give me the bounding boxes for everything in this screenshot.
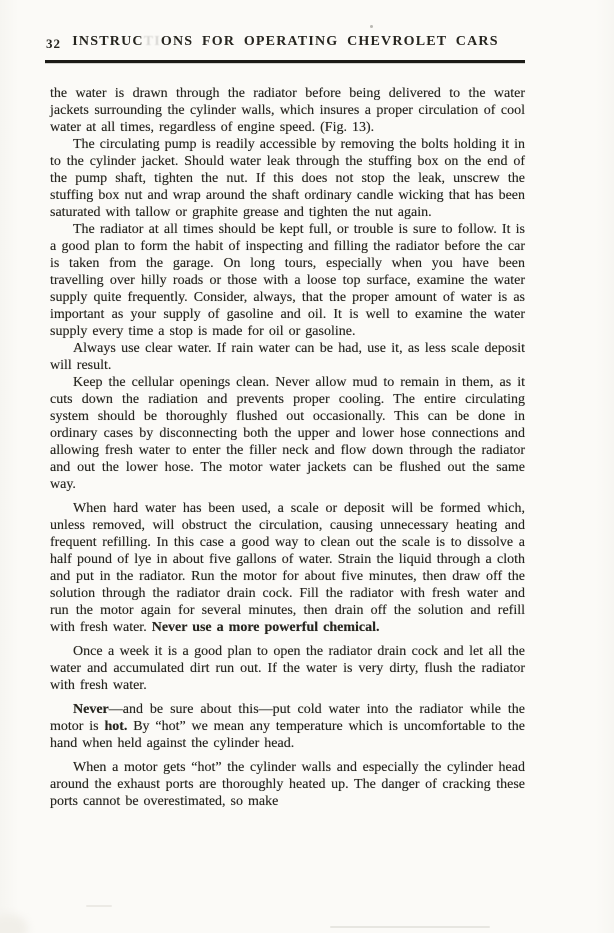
page-body [50, 85, 525, 810]
paragraph [50, 643, 525, 694]
text-run: By “hot” we mean any temperature which is uncomfortable to the hand when held against the cylinder head. [50, 719, 525, 751]
paragraph [50, 759, 525, 810]
paragraph [50, 340, 525, 374]
page-header [46, 0, 525, 56]
text-run: the water is drawn through the radiator before being delivered to the water jackets surrounding the cylinder walls, which insures a proper circulation of cool water at all times, regardless of engine speed. (Fig. 13). [50, 86, 525, 135]
paragraph [50, 374, 525, 493]
text-run: —and be sure about this—put cold water into the radiator while the motor is [50, 702, 525, 734]
text-run: The radiator at all times should be kept full, or trouble is sure to follow. It is a good plan to form the habit of inspecting and filling the radiator before the car is taken from the garage. On long tours, especially when you have been travelling over hilly roads or those with a loose top surface, examine the water supply quite frequently. Consider, always, that the proper amount of water is as important as your supply of gasoline and oil. It is well to examine the water supply every time a stop is made for oil or gasoline. [50, 222, 525, 339]
text-run: hot. [104, 719, 128, 734]
scan-artifact-smudge [330, 926, 490, 928]
paragraph [50, 701, 525, 752]
running-title-part1: INSTRUC [72, 34, 144, 49]
text-run: Once a week it is a good plan to open the radiator drain cock and let all the water and accumulated dirt run out. If the water is very dirty, flush the radiator with fresh water. [50, 644, 525, 693]
text-run: Keep the cellular openings clean. Never allow mud to remain in them, as it cuts down the radiation and prevents proper cooling. The entire circulating system should be thoroughly flushed out occasionally. This can be done in ordinary cases by disconnecting both the upper and lower hose connections and allowing fresh water to enter the filler neck and flow down through the radiator and out the lower hose. The motor water jackets can be flushed out the same way. [50, 375, 525, 492]
text-run: When a motor gets “hot” the cylinder walls and especially the cylinder head around the exhaust ports are thoroughly heated up. The danger of cracking these ports cannot be overestimated, so make [50, 760, 525, 809]
running-title-damaged-letters: TI [143, 34, 161, 49]
text-run: When hard water has been used, a scale or deposit will be formed which, unless removed, will obstruct the circulation, causing unnecessary heating and frequent refilling. In this case a good way to clean out the scale is to dissolve a half pound of lye in about five gallons of water. Strain the liquid through a cloth and put in the radiator. Run the motor for about five minutes, then draw off the solution through the radiator drain cock. Fill the radiator with fresh water and run the motor again for several minutes, then drain off the solution and refill with fresh water. [50, 501, 525, 635]
running-title [46, 34, 525, 50]
scan-artifact-smudge [86, 905, 112, 907]
paragraph [50, 221, 525, 340]
paragraph [50, 500, 525, 636]
text-run: The circulating pump is readily accessible by removing the bolts holding it in to the cylinder jacket. Should water leak through the stuffing box on the end of the pump shaft, tighten the nut. If this does not stop the leak, unscrew the stuffing box nut and wrap around the shaft ordinary candle wicking that has been saturated with tallow or graphite grease and tighten the nut again. [50, 137, 525, 220]
running-title-part2: ONS FOR OPERATING CHEVROLET CARS [160, 34, 499, 49]
text-run: Never [73, 702, 109, 717]
scan-artifact-corner-shade [0, 914, 28, 933]
text-run: Never use a more powerful chemical. [151, 620, 380, 635]
page-number: 32 [46, 36, 61, 51]
header-rule [45, 60, 525, 63]
paragraph [50, 85, 525, 136]
paragraph [50, 136, 525, 221]
text-run: Always use clear water. If rain water can be had, use it, as less scale deposit will result. [50, 341, 525, 373]
